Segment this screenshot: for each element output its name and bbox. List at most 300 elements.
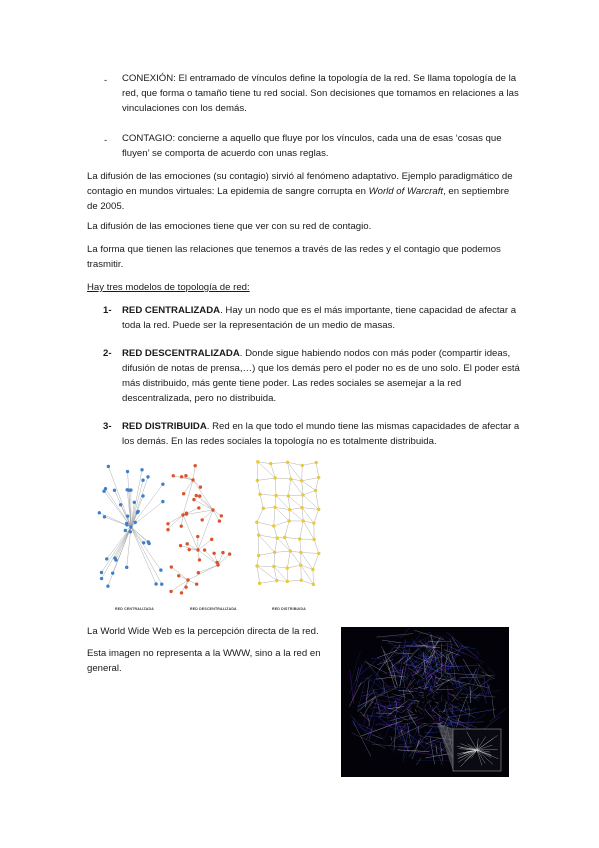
map-link — [382, 725, 405, 732]
distributed-node — [301, 493, 304, 496]
decentralized-node — [199, 485, 202, 488]
map-link — [477, 663, 492, 680]
map-link — [460, 677, 485, 678]
map-link — [385, 728, 389, 739]
map-link — [427, 708, 432, 709]
centralized-hub — [129, 525, 132, 528]
bullet-conexion — [122, 71, 522, 116]
distributed-node — [302, 519, 305, 522]
distributed-edge — [303, 490, 316, 495]
centralized-edge — [102, 527, 131, 579]
paragraph-www-note: Esta imagen no representa a la WWW, sino a la red en general. — [87, 648, 321, 674]
distributed-node — [273, 506, 276, 509]
model-text: . Donde sigue habiendo nodos con más poder (compartir ideas, difusión de notas de prensa,…) que los demás pero el poder no es de uno solo. El poder está más distribuido, más gente tiene poder. Las redes sociales se asemejar a la red descentralizada, pero no distribuida. — [122, 348, 520, 404]
map-link — [382, 640, 401, 643]
map-link — [435, 692, 438, 693]
distributed-node — [286, 566, 289, 569]
distributed-node — [300, 479, 303, 482]
map-link — [414, 688, 418, 689]
decentralized-node — [196, 535, 199, 538]
centralized-edge — [131, 470, 142, 527]
map-link — [389, 736, 408, 742]
distributed-edge — [275, 495, 276, 507]
decentralized-node — [177, 574, 180, 577]
map-link — [488, 667, 496, 675]
map-link — [473, 668, 476, 677]
distributed-edge — [275, 551, 291, 552]
map-link — [396, 729, 400, 733]
map-link — [357, 688, 390, 707]
decentralized-hub — [196, 548, 199, 551]
network-topology-figure — [88, 455, 333, 610]
map-link — [394, 695, 402, 701]
distributed-edge — [285, 537, 300, 539]
centralized-node — [100, 577, 103, 580]
decentralized-node — [184, 585, 187, 588]
decentralized-node — [195, 494, 198, 497]
map-link — [448, 680, 488, 688]
map-link — [387, 691, 391, 708]
centralized-node — [126, 470, 129, 473]
decentralized-node — [197, 506, 200, 509]
map-link — [429, 684, 432, 693]
internet-map-image — [341, 627, 509, 777]
decentralized-node — [193, 464, 196, 467]
map-link — [408, 733, 425, 748]
distributed-edge — [274, 521, 289, 526]
model-distribuida — [122, 419, 522, 449]
map-link — [433, 663, 449, 670]
map-link — [353, 664, 362, 700]
distributed-node — [289, 549, 292, 552]
distributed-edge — [314, 539, 319, 553]
map-link — [366, 698, 377, 731]
centralized-node — [142, 541, 145, 544]
map-link — [435, 702, 438, 703]
distributed-node — [289, 477, 292, 480]
distributed-edge — [274, 567, 287, 582]
map-link — [452, 690, 464, 703]
map-link — [412, 738, 421, 759]
decentralized-node — [198, 494, 201, 497]
map-link — [391, 737, 392, 740]
bullet-text: : concierne a aquello que fluye por los vínculos, cada una de esas ‘cosas que fluyen’ se comporta de acuerdo con unas reglas. — [122, 133, 502, 159]
item-number: 3- — [103, 421, 112, 432]
distributed-edge — [274, 552, 275, 566]
map-link — [377, 650, 397, 658]
centralized-node — [125, 566, 128, 569]
distributed-node — [274, 494, 277, 497]
map-link — [450, 709, 477, 712]
paragraph-red-contagio: La difusión de las emociones tiene que ver con su red de contagio. — [87, 221, 372, 232]
distributed-node — [269, 462, 272, 465]
distributed-edge — [287, 551, 290, 568]
distributed-edge — [301, 565, 314, 584]
distributed-edge — [257, 566, 274, 567]
map-link — [416, 701, 419, 702]
map-link — [380, 711, 385, 717]
map-link — [441, 695, 442, 702]
distributed-edge — [302, 463, 316, 466]
distributed-edge — [313, 553, 319, 569]
decentralized-hub — [186, 578, 189, 581]
map-link — [351, 650, 361, 683]
map-link — [416, 758, 421, 765]
decentralized-edge — [218, 553, 223, 565]
distributed-node — [286, 580, 289, 583]
distributed-edge — [275, 478, 291, 479]
distributed-edge — [274, 567, 287, 569]
distributed-node — [298, 537, 301, 540]
centralized-node — [111, 571, 114, 574]
distributed-node — [255, 564, 258, 567]
distributed-edge — [302, 481, 316, 491]
centralized-edge — [107, 527, 131, 559]
map-link — [403, 704, 410, 710]
distributed-edge — [260, 494, 276, 495]
distributed-edge — [300, 521, 303, 539]
bullet-term: CONEXIÓN — [122, 73, 174, 84]
distributed-node — [255, 521, 258, 524]
distributed-node — [317, 476, 320, 479]
map-link — [374, 728, 395, 754]
centralized-node — [126, 515, 129, 518]
decentralized-edge — [183, 515, 198, 550]
map-link — [449, 703, 458, 708]
section-heading: Hay tres modelos de topología de red: — [87, 282, 250, 293]
decentralized-hub — [191, 478, 194, 481]
map-link — [407, 697, 418, 700]
distributed-node — [300, 578, 303, 581]
map-link — [376, 722, 387, 724]
distributed-node — [301, 464, 304, 467]
distributed-node — [311, 568, 314, 571]
bullet-contagio — [122, 131, 522, 161]
distributed-node — [257, 533, 260, 536]
distributed-edge — [274, 567, 277, 581]
distributed-edge — [301, 565, 313, 569]
centralized-node — [103, 515, 106, 518]
map-link — [459, 697, 481, 698]
centralized-node — [100, 571, 103, 574]
decentralized-node — [195, 582, 198, 585]
distributed-edge — [301, 553, 319, 554]
decentralized-node — [187, 548, 190, 551]
centralized-node — [124, 529, 127, 532]
centralized-node — [104, 487, 107, 490]
decentralized-hub — [181, 513, 184, 516]
distributed-edge — [302, 465, 303, 480]
model-text: . Hay un nodo que es el más importante, tiene capacidad de afectar a toda la red. Puede ser la representación de un medio de masas. — [122, 305, 517, 331]
map-link — [430, 705, 431, 707]
distributed-edge — [277, 538, 290, 551]
map-link — [448, 693, 458, 700]
decentralized-node — [198, 558, 201, 561]
distributed-edge — [288, 496, 302, 508]
centralized-edge — [131, 527, 162, 584]
map-link — [421, 646, 422, 649]
map-link — [428, 693, 431, 694]
map-link — [383, 679, 385, 693]
map-link — [416, 709, 417, 712]
map-link — [408, 711, 416, 725]
map-link — [426, 692, 427, 694]
decentralized-node — [197, 571, 200, 574]
map-link — [425, 704, 426, 707]
decentralized-hub — [211, 508, 214, 511]
map-link — [437, 650, 451, 663]
bullet-dash: - — [104, 135, 108, 146]
map-link — [373, 688, 381, 712]
decentralized-node — [182, 492, 185, 495]
decentralized-node — [166, 528, 169, 531]
distributed-edge — [257, 522, 274, 526]
map-link — [437, 689, 454, 690]
distributed-node — [312, 583, 315, 586]
item-number: 2- — [103, 348, 112, 359]
distributed-node — [258, 493, 261, 496]
decentralized-node — [186, 542, 189, 545]
decentralized-edge — [213, 510, 219, 521]
map-link — [428, 701, 429, 702]
map-link — [400, 639, 406, 673]
distributed-edge — [257, 522, 259, 535]
distributed-edge — [257, 478, 275, 480]
decentralized-edge — [200, 496, 213, 510]
centralized-node — [161, 500, 164, 503]
decentralized-node — [220, 514, 223, 517]
centralized-node — [133, 501, 136, 504]
map-link — [448, 706, 464, 725]
decentralized-edge — [218, 554, 230, 565]
distributed-node — [287, 519, 290, 522]
inset-pointer — [437, 723, 453, 771]
distributed-edge — [300, 539, 301, 553]
distributed-edge — [259, 535, 278, 538]
figure-label-distribuida: RED DISTRIBUIDA — [272, 607, 306, 611]
distributed-node — [288, 508, 291, 511]
centralized-node — [161, 483, 164, 486]
decentralized-node — [179, 544, 182, 547]
map-link — [422, 702, 424, 703]
distributed-edge — [274, 526, 277, 538]
distributed-edge — [287, 580, 301, 581]
map-link — [489, 709, 505, 723]
centralized-edge — [104, 491, 131, 527]
distributed-edge — [316, 490, 319, 509]
decentralized-node — [212, 552, 215, 555]
decentralized-node — [180, 591, 183, 594]
map-link — [356, 668, 359, 681]
decentralized-node — [200, 518, 203, 521]
map-link — [350, 662, 365, 693]
distributed-node — [273, 476, 276, 479]
centralized-node — [141, 494, 144, 497]
model-text: . Red en la que todo el mundo tiene las mismas capacidades de afectar a los demás. En las redes sociales la topología no es totalmente distribuida. — [122, 421, 520, 447]
paragraph-tail: , en septiembre de 2005. — [87, 186, 510, 212]
model-centralizada — [122, 303, 522, 333]
centralized-node — [113, 556, 116, 559]
centralized-node — [125, 522, 128, 525]
centralized-edge — [115, 527, 131, 558]
centralized-node — [141, 479, 144, 482]
internet-map-graphic — [341, 627, 509, 777]
map-link — [390, 724, 407, 747]
distributed-edge — [302, 481, 303, 495]
decentralized-node — [172, 474, 175, 477]
map-link — [407, 699, 415, 701]
model-term: RED CENTRALIZADA — [122, 305, 221, 316]
decentralized-node — [203, 548, 206, 551]
distributed-edge — [302, 508, 319, 510]
distributed-edge — [288, 479, 291, 496]
decentralized-node — [184, 474, 187, 477]
figure-label-descentralizada: RED DESCENTRALIZADA — [190, 607, 237, 611]
decentralized-hub — [216, 563, 219, 566]
map-link — [352, 733, 386, 749]
decentralized-node — [218, 519, 221, 522]
centralized-node — [107, 465, 110, 468]
bullet-dash: - — [104, 75, 108, 86]
map-link — [360, 660, 376, 675]
distributed-edge — [259, 552, 275, 555]
map-link — [477, 651, 479, 656]
distributed-edge — [274, 507, 275, 526]
distributed-edge — [263, 507, 275, 508]
decentralized-edge — [193, 466, 195, 480]
distributed-node — [314, 461, 317, 464]
centralized-edge — [131, 527, 161, 570]
map-link — [428, 690, 433, 691]
distributed-edge — [290, 510, 303, 521]
centralized-node — [106, 584, 109, 587]
centralized-node — [160, 582, 163, 585]
distributed-node — [283, 536, 286, 539]
map-link — [430, 700, 432, 703]
distributed-node — [262, 507, 265, 510]
model-term: RED DISTRIBUIDA — [122, 421, 207, 432]
map-link — [436, 746, 437, 754]
distributed-edge — [271, 462, 288, 463]
decentralized-node — [192, 498, 195, 501]
distributed-edge — [314, 509, 319, 523]
map-link — [372, 735, 382, 739]
distributed-node — [286, 461, 289, 464]
decentralized-node — [228, 552, 231, 555]
distributed-edge — [275, 478, 276, 495]
map-link — [492, 698, 494, 717]
distributed-edge — [285, 521, 289, 537]
map-link — [410, 679, 415, 686]
distributed-node — [299, 563, 302, 566]
centralized-edge — [113, 527, 131, 573]
paragraph-text: La difusión de las emociones (su contagio) sirvió al fenómeno adaptativo. Ejemplo paradigmático de contagio en mundos virtuales: La epidemia de sangre corrupta en — [87, 171, 513, 197]
distributed-edge — [290, 508, 302, 510]
centralized-node — [134, 521, 137, 524]
distributed-edge — [275, 538, 278, 552]
centralized-node — [159, 568, 162, 571]
map-link — [400, 628, 409, 638]
decentralized-node — [180, 524, 183, 527]
model-descentralizada — [122, 346, 522, 406]
map-link — [472, 714, 486, 721]
map-link — [422, 707, 425, 716]
distributed-node — [314, 489, 317, 492]
decentralized-edge — [198, 565, 218, 573]
centralized-node — [137, 510, 140, 513]
centralized-node — [146, 475, 149, 478]
decentralized-node — [185, 512, 188, 515]
map-link — [433, 698, 435, 700]
centralized-node — [98, 511, 101, 514]
distributed-node — [317, 508, 320, 511]
decentralized-node — [221, 551, 224, 554]
distributed-edge — [288, 495, 303, 496]
distributed-edge — [290, 551, 301, 565]
decentralized-node — [166, 522, 169, 525]
distributed-edge — [257, 480, 260, 494]
distributed-edge — [288, 462, 291, 479]
distributed-node — [312, 538, 315, 541]
map-link — [359, 715, 391, 717]
map-link — [452, 689, 462, 702]
distributed-edge — [285, 537, 291, 551]
distributed-edge — [287, 565, 300, 568]
decentralized-node — [170, 565, 173, 568]
distributed-node — [273, 551, 276, 554]
game-title: World of Warcraft — [368, 186, 444, 197]
centralized-node — [147, 540, 150, 543]
distributed-edge — [257, 508, 263, 522]
distributed-node — [272, 524, 275, 527]
distributed-edge — [302, 508, 303, 521]
decentralized-node — [210, 538, 213, 541]
distributed-node — [257, 554, 260, 557]
centralized-node — [154, 582, 157, 585]
distributed-node — [312, 521, 315, 524]
decentralized-node — [169, 590, 172, 593]
distributed-node — [299, 551, 302, 554]
model-term: RED DESCENTRALIZADA — [122, 348, 240, 359]
distributed-edge — [301, 553, 313, 570]
distributed-node — [258, 582, 261, 585]
distributed-node — [287, 494, 290, 497]
distributed-edge — [303, 495, 319, 509]
decentralized-node — [180, 475, 183, 478]
map-link — [428, 726, 433, 735]
map-link — [488, 684, 490, 695]
distributed-node — [317, 552, 320, 555]
map-link — [374, 698, 390, 714]
distributed-edge — [259, 535, 275, 552]
centralized-node — [140, 468, 143, 471]
map-link — [426, 695, 428, 697]
map-link — [371, 658, 381, 659]
decentralized-edge — [188, 565, 218, 580]
centralized-node — [127, 489, 130, 492]
map-link — [424, 676, 433, 686]
map-link — [484, 677, 485, 688]
centralized-node — [113, 489, 116, 492]
centralized-edge — [131, 527, 144, 543]
map-link — [365, 661, 387, 673]
map-link — [399, 721, 402, 741]
distributed-node — [275, 579, 278, 582]
distributed-edge — [258, 462, 271, 464]
map-link — [466, 724, 472, 728]
item-number: 1- — [103, 305, 112, 316]
distributed-node — [276, 536, 279, 539]
